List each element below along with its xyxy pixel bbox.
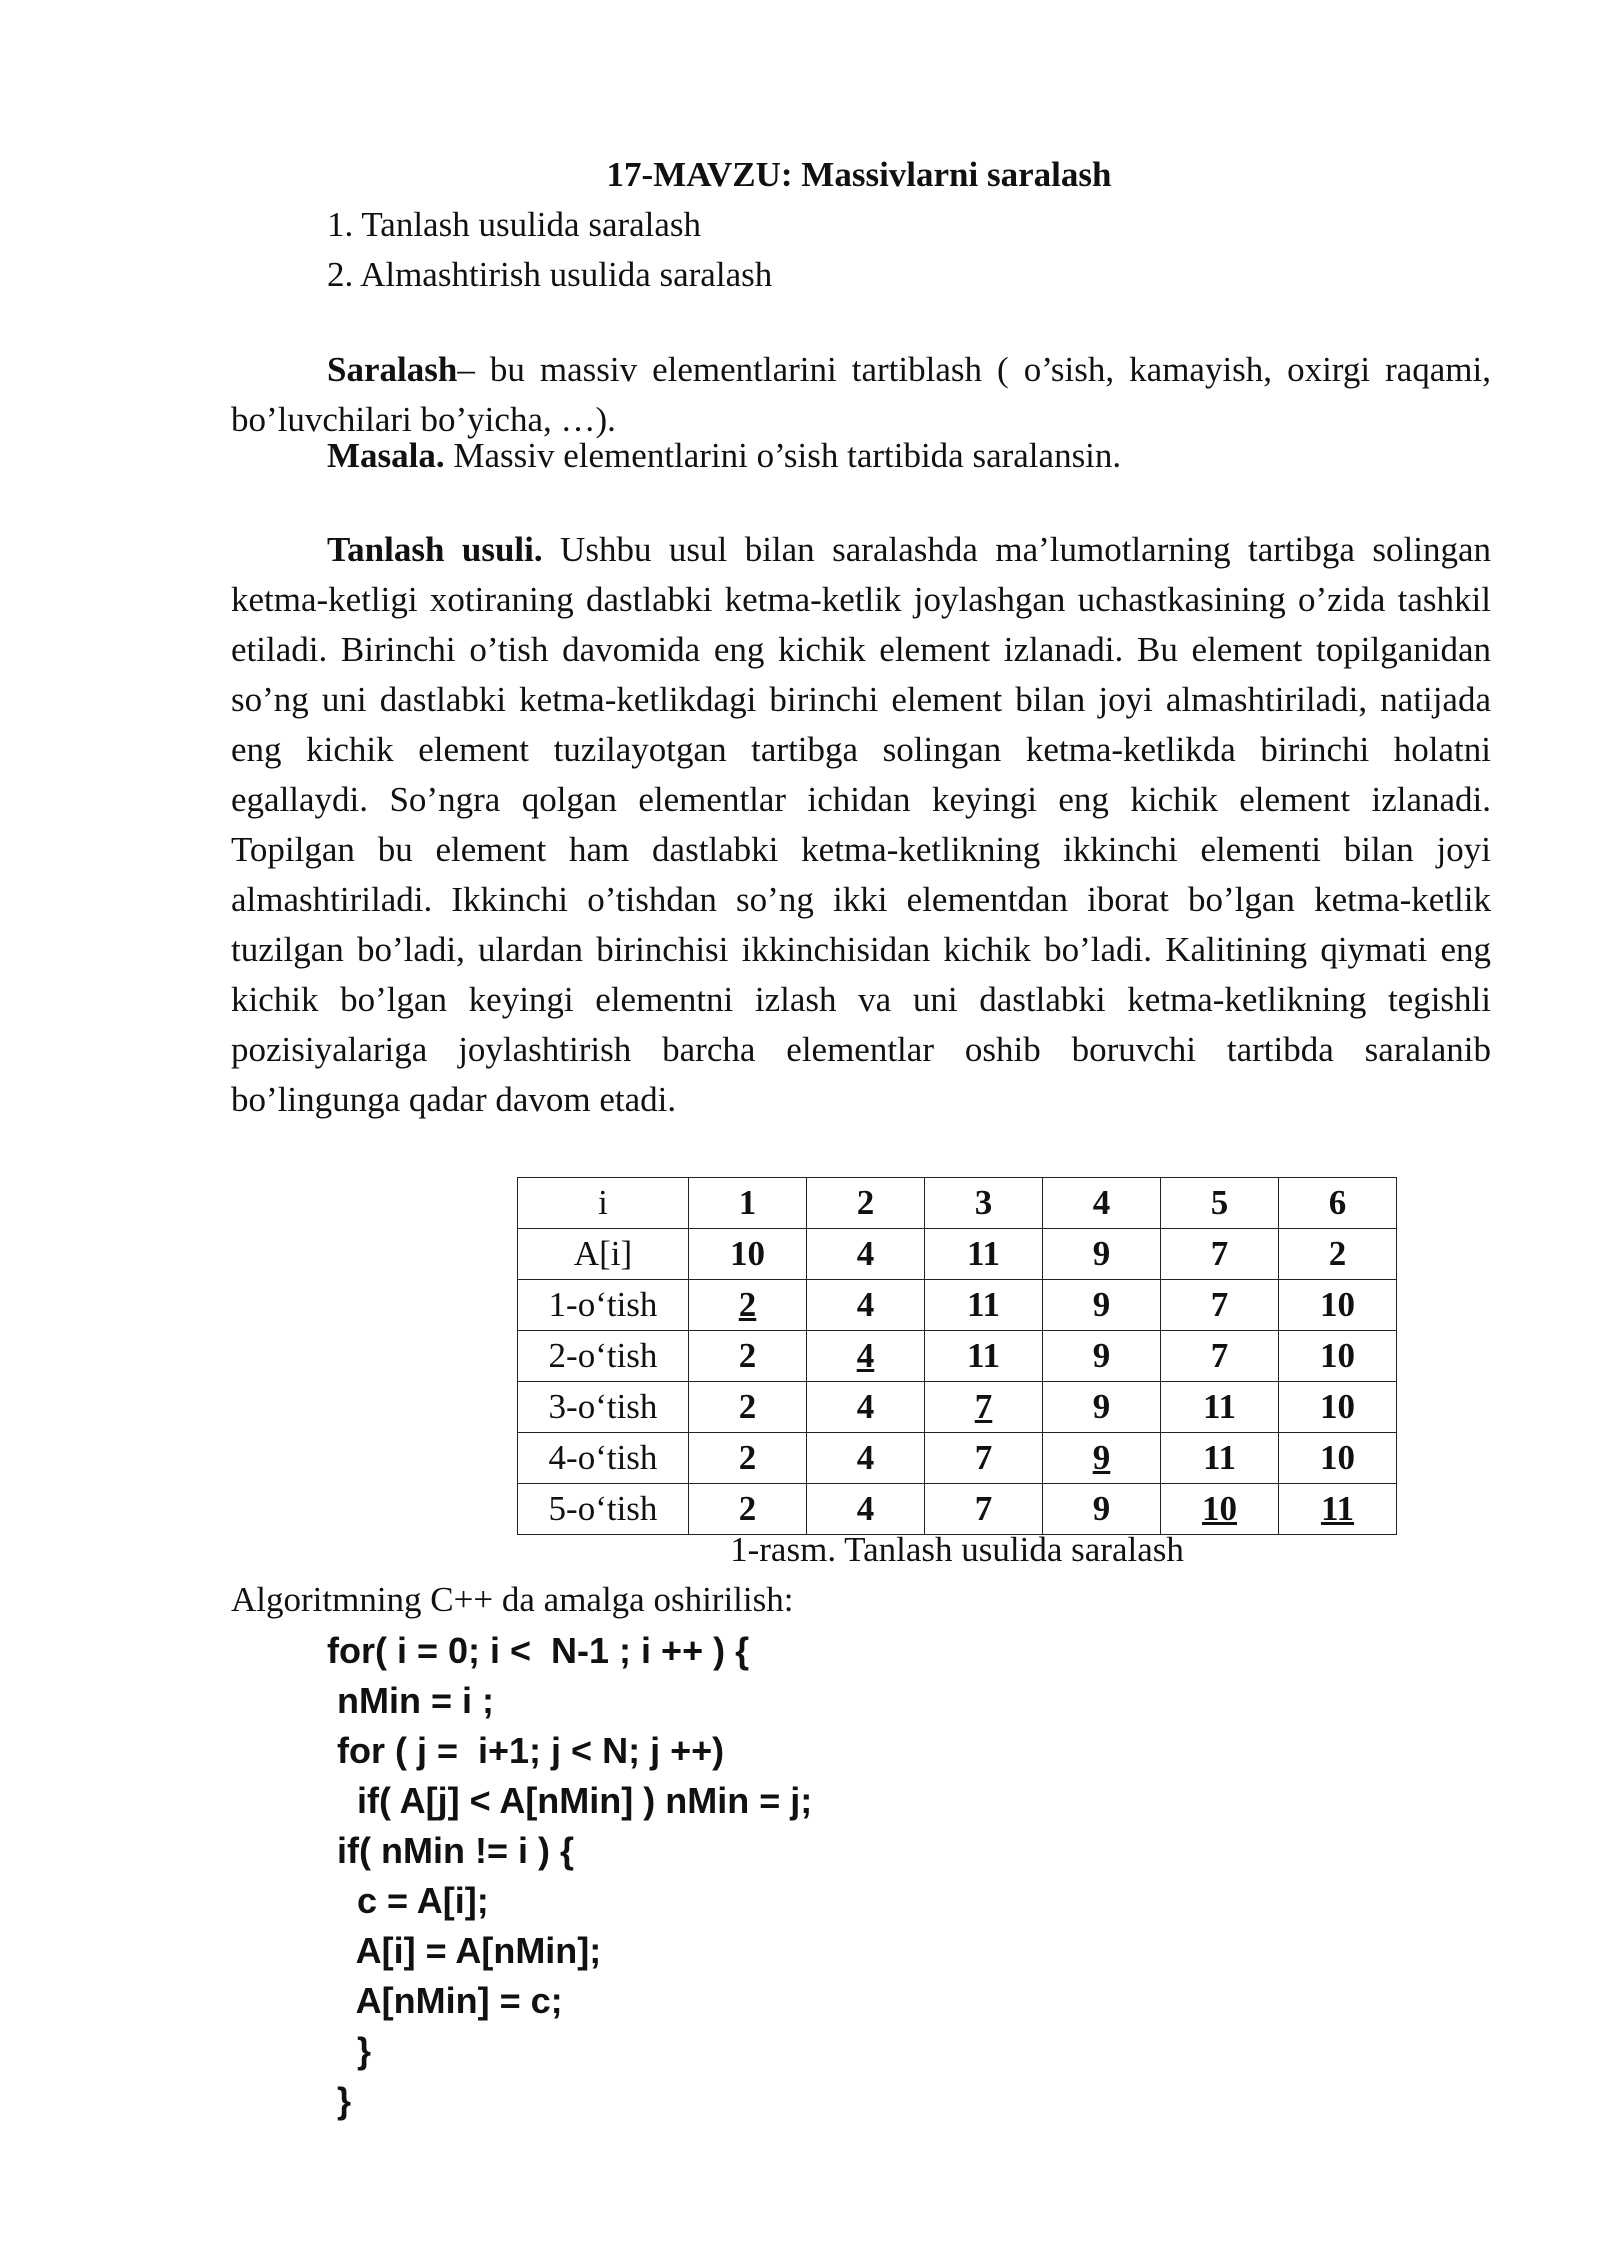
code-line: for( i = 0; i < N-1 ; i ++ ) {: [327, 1630, 750, 1671]
code-line: }: [327, 2030, 372, 2071]
table-cell: 9: [1043, 1280, 1161, 1331]
row-label: 4-o‘tish: [518, 1433, 689, 1484]
table-cell: 2: [689, 1484, 807, 1535]
method-text: Ushbu usul bilan saralashda ma’lumotlarning tartibga solingan ketma-ketligi xotiraning dastlabki ketma-ketlik joylashgan uchastkasining o’zida tashkil etiladi. Birinchi o’tish davomida eng kichik element izlanadi. Bu element topilganidan so’ng uni dastlabki ketma-ketlikdagi birinchi element bilan joyi almashtiriladi, natijada eng kichik element tuzilayotgan tartibga solingan ketma-ketlikda birinchi holatni egallaydi. So’ngra qolgan elementlar ichidan keyingi eng kichik element izlanadi. Topilgan bu element ham dastlabki ketma-ketlikning ikkinchi elementi bilan joyi almashtiriladi. Ikkinchi o’tishdan so’ng ikki elementdan iborat bo’lgan ketma-ketlik tuzilgan bo’ladi, ulardan birinchisi ikkinchisidan kichik bo’ladi. Kalitining qiymati eng kichik bo’lgan keyingi elementni izlash va uni dastlabki ketma-ketlikning tegishli pozisiyalariga joylashtirish barcha elementlar oshib boruvchi tartibda saralanib bo’lingunga qadar davom etadi.: [231, 530, 1491, 1119]
definition-term: Saralash: [327, 350, 458, 389]
definition-paragraph: [231, 345, 1491, 445]
code-line: nMin = i ;: [327, 1680, 494, 1721]
page-title: 17-MAVZU: Massivlarni saralash: [606, 155, 1112, 194]
table-row: [518, 1382, 1397, 1433]
table-cell: 5: [1161, 1178, 1279, 1229]
table-cell: 11: [1161, 1433, 1279, 1484]
table-cell: 9: [1043, 1382, 1161, 1433]
row-label: A[i]: [518, 1229, 689, 1280]
table-cell: 7: [1161, 1331, 1279, 1382]
table-cell: 2: [689, 1280, 807, 1331]
algorithm-intro: Algoritmning C++ da amalga oshirilish:: [231, 1580, 794, 1619]
code-line: if( A[j] < A[nMin] ) nMin = j;: [327, 1780, 813, 1821]
code-line: for ( j = i+1; j < N; j ++): [327, 1730, 725, 1771]
row-label: 3-o‘tish: [518, 1382, 689, 1433]
table-cell: 11: [925, 1331, 1043, 1382]
table-cell: 10: [1161, 1484, 1279, 1535]
figure-caption: 1-rasm. Tanlash usulida saralash: [730, 1530, 1184, 1569]
row-label: 5-o‘tish: [518, 1484, 689, 1535]
method-label: Tanlash usuli.: [327, 530, 543, 569]
table-cell: 4: [807, 1484, 925, 1535]
code-line: A[nMin] = c;: [327, 1980, 563, 2021]
table-cell: 10: [1279, 1382, 1397, 1433]
table-cell: 10: [1279, 1280, 1397, 1331]
topic-item: 1. Tanlash usulida saralash: [327, 205, 702, 244]
task-paragraph: [327, 431, 1491, 481]
row-label: 1-o‘tish: [518, 1280, 689, 1331]
code-line: if( nMin != i ) {: [327, 1830, 574, 1871]
table-cell: 4: [807, 1229, 925, 1280]
topic-list: [327, 200, 772, 300]
table-cell: 2: [807, 1178, 925, 1229]
table-cell: 10: [1279, 1331, 1397, 1382]
table-cell: 2: [689, 1331, 807, 1382]
table-row: [518, 1280, 1397, 1331]
selection-method-paragraph: [231, 525, 1491, 1125]
code-line: A[i] = A[nMin];: [327, 1930, 602, 1971]
sorting-table: [517, 1177, 1397, 1535]
table-cell: 9: [1043, 1331, 1161, 1382]
table-cell: 7: [925, 1484, 1043, 1535]
table-cell: 11: [925, 1229, 1043, 1280]
task-text: Massiv elementlarini o’sish tartibida saralansin.: [444, 436, 1122, 475]
table-cell: 10: [689, 1229, 807, 1280]
table-row: [518, 1229, 1397, 1280]
table-row: [518, 1331, 1397, 1382]
table-cell: 2: [1279, 1229, 1397, 1280]
table-cell: 11: [1279, 1484, 1397, 1535]
code-line: }: [327, 2080, 352, 2121]
table-row: [518, 1178, 1397, 1229]
table-cell: 11: [925, 1280, 1043, 1331]
row-label: 2-o‘tish: [518, 1331, 689, 1382]
table-cell: 9: [1043, 1433, 1161, 1484]
row-label: i: [518, 1178, 689, 1229]
table-cell: 4: [1043, 1178, 1161, 1229]
table-cell: 4: [807, 1382, 925, 1433]
table-cell: 11: [1161, 1382, 1279, 1433]
table-cell: 2: [689, 1433, 807, 1484]
table-cell: 7: [925, 1433, 1043, 1484]
table-cell: 10: [1279, 1433, 1397, 1484]
code-line: c = A[i];: [327, 1880, 489, 1921]
table-cell: 7: [1161, 1229, 1279, 1280]
table-cell: 4: [807, 1433, 925, 1484]
topic-item: 2. Almashtirish usulida saralash: [327, 255, 773, 294]
code-block: [327, 1626, 812, 2126]
table-cell: 6: [1279, 1178, 1397, 1229]
table-cell: 4: [807, 1280, 925, 1331]
table-cell: 2: [689, 1382, 807, 1433]
table-cell: 1: [689, 1178, 807, 1229]
table-cell: 4: [807, 1331, 925, 1382]
table-cell: 7: [1161, 1280, 1279, 1331]
definition-text: – bu massiv elementlarini tartiblash ( o’sish, kamayish, oxirgi raqami, bo’luvchilari bo’yicha, …).: [231, 350, 1491, 439]
table-cell: 7: [925, 1382, 1043, 1433]
table-cell: 9: [1043, 1229, 1161, 1280]
table-cell: 3: [925, 1178, 1043, 1229]
task-label: Masala.: [327, 436, 445, 475]
table-row: [518, 1433, 1397, 1484]
table-cell: 9: [1043, 1484, 1161, 1535]
